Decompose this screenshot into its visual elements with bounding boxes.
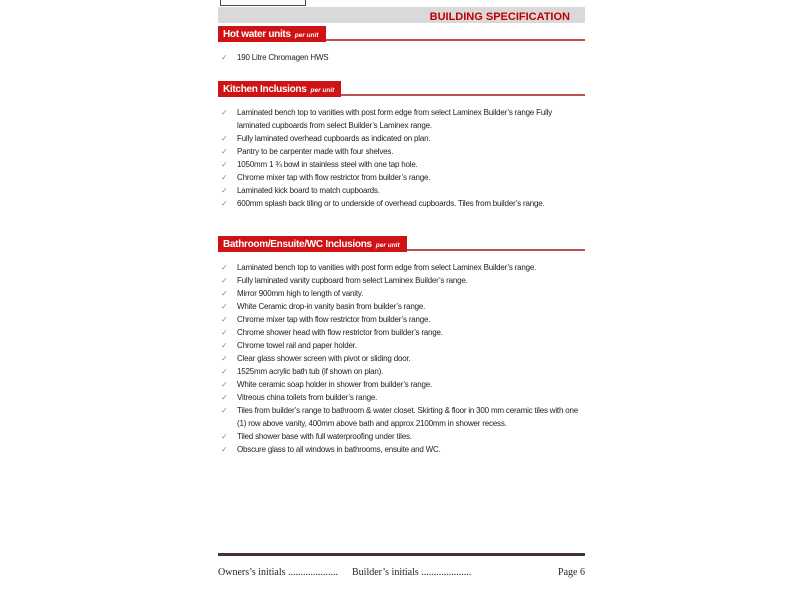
list-item [218, 391, 585, 404]
spec-section [218, 81, 585, 210]
checkmark-bullet-icon: ✓ [221, 173, 228, 182]
list-item-text: 190 Litre Chromagen HWS [237, 53, 329, 62]
list-item [218, 378, 585, 391]
sections-container [218, 23, 585, 456]
list-item-text: Chrome shower head with flow restrictor from builder’s range. [237, 328, 443, 337]
checkmark-bullet-icon: ✓ [221, 380, 228, 389]
list-item-text: Laminated kick board to match cupboards. [237, 186, 380, 195]
list-item-text: White ceramic soap holder in shower from builder’s range. [237, 380, 433, 389]
builders-initials-label: Builder’s initials .................... [352, 567, 472, 578]
footer-spacer [471, 567, 558, 578]
list-item [218, 132, 585, 145]
list-item [218, 365, 585, 378]
list-item [218, 300, 585, 313]
list-item-text: Obscure glass to all windows in bathrooms, ensuite and WC. [237, 445, 441, 454]
list-item-text: Tiles from builder’s range to bathroom & water closet. Skirting & floor in 300 mm ceramic tiles with one (1) row above vanity, 400mm above bath and approx 2100mm in shower recess. [237, 406, 578, 428]
checkmark-bullet-icon: ✓ [221, 393, 228, 402]
list-item [218, 326, 585, 339]
list-item-text: 600mm splash back tiling or to underside of overhead cupboards. Tiles from builder’s range. [237, 199, 545, 208]
section-title-suffix: per unit [310, 87, 335, 94]
list-item [218, 430, 585, 443]
list-item-text: White Ceramic drop-in vanity basin from builder’s range. [237, 302, 426, 311]
checkmark-bullet-icon: ✓ [221, 354, 228, 363]
page-title: BUILDING SPECIFICATION [429, 11, 570, 23]
document-header-bar [218, 7, 585, 23]
page-number: Page 6 [558, 567, 585, 578]
page-footer [218, 553, 585, 578]
checkmark-bullet-icon: ✓ [221, 134, 228, 143]
footer-rule [218, 553, 585, 556]
checkmark-bullet-icon: ✓ [221, 147, 228, 156]
list-item-text: Chrome mixer tap with flow restrictor from builder’s range. [237, 173, 431, 182]
section-header [218, 236, 407, 252]
checkmark-bullet-icon: ✓ [221, 108, 228, 117]
list-item [218, 51, 585, 64]
checkmark-bullet-icon: ✓ [221, 160, 228, 169]
section-list [218, 51, 585, 64]
section-title-suffix: per unit [375, 242, 400, 249]
checkmark-bullet-icon: ✓ [221, 199, 228, 208]
list-item-text: Chrome mixer tap with flow restrictor from builder’s range. [237, 315, 431, 324]
section-title: Hot water units [223, 29, 291, 40]
spec-section [218, 236, 585, 456]
checkmark-bullet-icon: ✓ [221, 341, 228, 350]
list-item [218, 404, 585, 430]
checkmark-bullet-icon: ✓ [221, 263, 228, 272]
spec-section [218, 26, 585, 64]
owners-initials-label: Owners’s initials .................... [218, 567, 338, 578]
checkmark-bullet-icon: ✓ [221, 328, 228, 337]
list-item [218, 197, 585, 210]
checkmark-bullet-icon: ✓ [221, 445, 228, 454]
list-item [218, 352, 585, 365]
checkmark-bullet-icon: ✓ [221, 276, 228, 285]
list-item [218, 145, 585, 158]
section-header [218, 81, 341, 97]
list-item [218, 184, 585, 197]
checkmark-bullet-icon: ✓ [221, 302, 228, 311]
checkmark-bullet-icon: ✓ [221, 432, 228, 441]
list-item-text: 1050mm 1 ¾ bowl in stainless steel with one tap hole. [237, 160, 418, 169]
list-item [218, 443, 585, 456]
list-item-text: Vitreous china toilets from builder’s range. [237, 393, 378, 402]
list-item-text: Clear glass shower screen with pivot or sliding door. [237, 354, 411, 363]
list-item-text: Laminated bench top to vanities with post form edge from select Laminex Builder’s range Fully laminated cupboards from select Builder’s Laminex range. [237, 108, 553, 130]
list-item-text: Chrome towel rail and paper holder. [237, 341, 357, 350]
section-title: Bathroom/Ensuite/WC Inclusions [223, 239, 372, 250]
section-title: Kitchen Inclusions [223, 84, 307, 95]
list-item-text: Mirror 900mm high to length of vanity. [237, 289, 364, 298]
document-page [218, 0, 585, 600]
list-item [218, 313, 585, 326]
section-header [218, 26, 326, 42]
list-item [218, 171, 585, 184]
list-item [218, 106, 585, 132]
checkmark-bullet-icon: ✓ [221, 53, 228, 62]
list-item-text: Tiled shower base with full waterproofing under tiles. [237, 432, 412, 441]
list-item [218, 158, 585, 171]
list-item-text: Laminated bench top to vanities with post form edge from select Laminex Builder’s range. [237, 263, 537, 272]
section-list [218, 106, 585, 210]
list-item-text: Pantry to be carpenter made with four shelves. [237, 147, 394, 156]
list-item [218, 261, 585, 274]
checkmark-bullet-icon: ✓ [221, 186, 228, 195]
list-item [218, 274, 585, 287]
checkmark-bullet-icon: ✓ [221, 367, 228, 376]
list-item [218, 339, 585, 352]
list-item-text: 1525mm acrylic bath tub (if shown on plan). [237, 367, 384, 376]
checkmark-bullet-icon: ✓ [221, 315, 228, 324]
checkmark-bullet-icon: ✓ [221, 289, 228, 298]
section-list [218, 261, 585, 456]
list-item-text: Fully laminated vanity cupboard from select Laminex Builder’s range. [237, 276, 468, 285]
list-item [218, 287, 585, 300]
checkmark-bullet-icon: ✓ [221, 406, 228, 415]
cutoff-textbox [220, 0, 306, 6]
list-item-text: Fully laminated overhead cupboards as indicated on plan. [237, 134, 431, 143]
section-title-suffix: per unit [294, 32, 319, 39]
